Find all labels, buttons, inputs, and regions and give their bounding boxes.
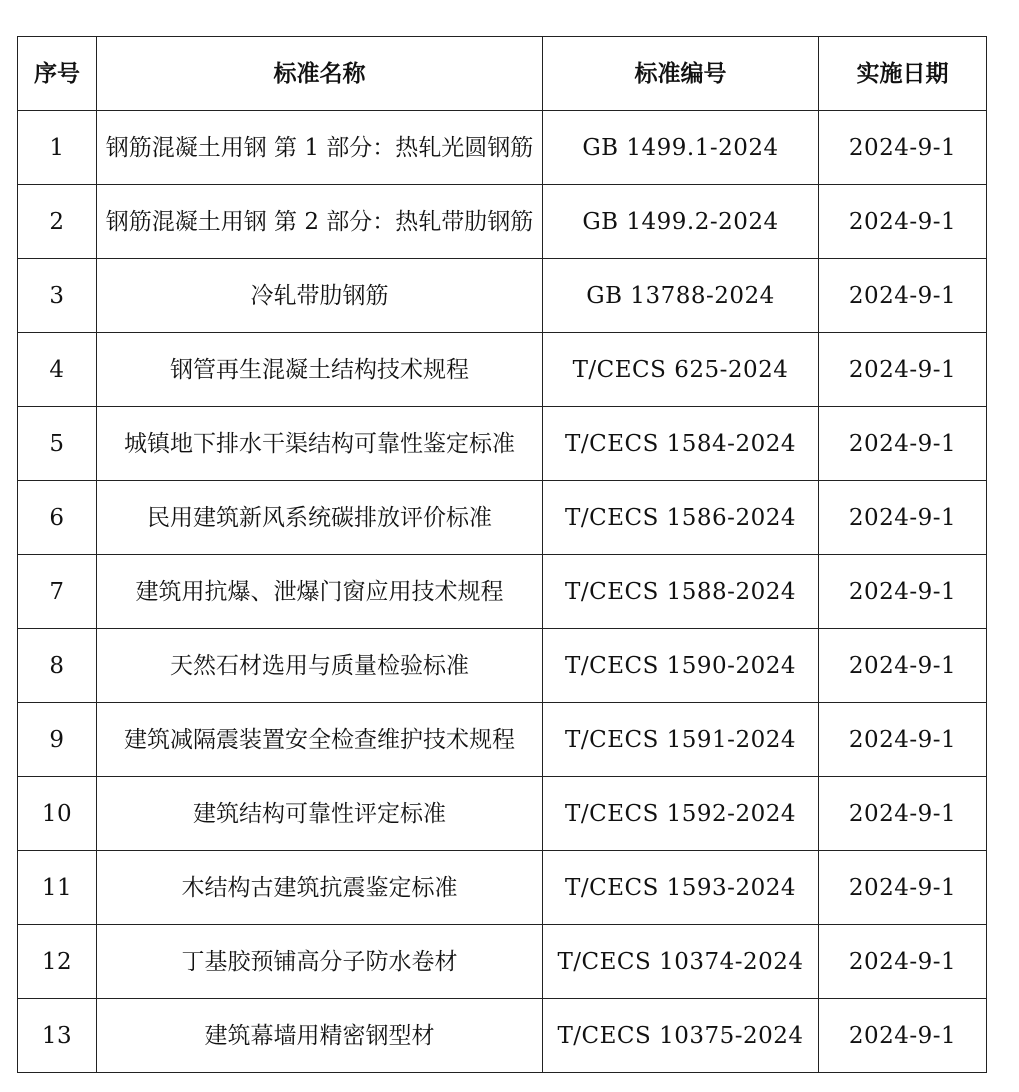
table-row bbox=[18, 407, 987, 481]
standards-table bbox=[17, 36, 987, 1073]
cell-code: T/CECS 10374-2024 bbox=[543, 925, 819, 999]
cell-code: T/CECS 1588-2024 bbox=[543, 555, 819, 629]
cell-no: 4 bbox=[18, 333, 97, 407]
cell-name: 丁基胶预铺高分子防水卷材 bbox=[97, 925, 543, 999]
table-row bbox=[18, 777, 987, 851]
header-name: 标准名称 bbox=[97, 37, 543, 111]
cell-no: 9 bbox=[18, 703, 97, 777]
cell-code: T/CECS 1584-2024 bbox=[543, 407, 819, 481]
cell-no: 12 bbox=[18, 925, 97, 999]
cell-code: GB 1499.1-2024 bbox=[543, 111, 819, 185]
cell-name: 建筑减隔震装置安全检查维护技术规程 bbox=[97, 703, 543, 777]
cell-code: T/CECS 1593-2024 bbox=[543, 851, 819, 925]
cell-name: 民用建筑新风系统碳排放评价标准 bbox=[97, 481, 543, 555]
cell-no: 1 bbox=[18, 111, 97, 185]
cell-date: 2024-9-1 bbox=[819, 555, 987, 629]
header-row bbox=[18, 37, 987, 111]
cell-date: 2024-9-1 bbox=[819, 703, 987, 777]
cell-code: T/CECS 10375-2024 bbox=[543, 999, 819, 1073]
cell-no: 6 bbox=[18, 481, 97, 555]
cell-date: 2024-9-1 bbox=[819, 851, 987, 925]
cell-no: 8 bbox=[18, 629, 97, 703]
cell-date: 2024-9-1 bbox=[819, 407, 987, 481]
table-row bbox=[18, 851, 987, 925]
cell-name: 冷轧带肋钢筋 bbox=[97, 259, 543, 333]
cell-code: T/CECS 1591-2024 bbox=[543, 703, 819, 777]
header-date: 实施日期 bbox=[819, 37, 987, 111]
cell-date: 2024-9-1 bbox=[819, 629, 987, 703]
cell-date: 2024-9-1 bbox=[819, 481, 987, 555]
cell-no: 11 bbox=[18, 851, 97, 925]
cell-name: 钢筋混凝土用钢 第 1 部分：热轧光圆钢筋 bbox=[97, 111, 543, 185]
table-row bbox=[18, 555, 987, 629]
cell-no: 3 bbox=[18, 259, 97, 333]
table-body bbox=[18, 111, 987, 1073]
header-no: 序号 bbox=[18, 37, 97, 111]
table-row bbox=[18, 111, 987, 185]
cell-date: 2024-9-1 bbox=[819, 111, 987, 185]
cell-name: 天然石材选用与质量检验标准 bbox=[97, 629, 543, 703]
cell-code: T/CECS 1592-2024 bbox=[543, 777, 819, 851]
cell-code: T/CECS 1590-2024 bbox=[543, 629, 819, 703]
cell-name: 钢管再生混凝土结构技术规程 bbox=[97, 333, 543, 407]
cell-name: 建筑用抗爆、泄爆门窗应用技术规程 bbox=[97, 555, 543, 629]
cell-name: 钢筋混凝土用钢 第 2 部分：热轧带肋钢筋 bbox=[97, 185, 543, 259]
table-header bbox=[18, 37, 987, 111]
header-code: 标准编号 bbox=[543, 37, 819, 111]
cell-name: 城镇地下排水干渠结构可靠性鉴定标准 bbox=[97, 407, 543, 481]
cell-date: 2024-9-1 bbox=[819, 925, 987, 999]
cell-date: 2024-9-1 bbox=[819, 777, 987, 851]
cell-date: 2024-9-1 bbox=[819, 259, 987, 333]
cell-code: GB 1499.2-2024 bbox=[543, 185, 819, 259]
cell-no: 5 bbox=[18, 407, 97, 481]
cell-date: 2024-9-1 bbox=[819, 999, 987, 1073]
cell-no: 13 bbox=[18, 999, 97, 1073]
cell-no: 7 bbox=[18, 555, 97, 629]
table-row bbox=[18, 185, 987, 259]
cell-date: 2024-9-1 bbox=[819, 185, 987, 259]
cell-name: 木结构古建筑抗震鉴定标准 bbox=[97, 851, 543, 925]
table-row bbox=[18, 481, 987, 555]
cell-code: T/CECS 625-2024 bbox=[543, 333, 819, 407]
cell-code: T/CECS 1586-2024 bbox=[543, 481, 819, 555]
cell-no: 2 bbox=[18, 185, 97, 259]
table-row bbox=[18, 703, 987, 777]
table-row bbox=[18, 999, 987, 1073]
table-row bbox=[18, 259, 987, 333]
cell-name: 建筑幕墙用精密钢型材 bbox=[97, 999, 543, 1073]
cell-date: 2024-9-1 bbox=[819, 333, 987, 407]
cell-name: 建筑结构可靠性评定标准 bbox=[97, 777, 543, 851]
table-row bbox=[18, 629, 987, 703]
cell-no: 10 bbox=[18, 777, 97, 851]
table-row bbox=[18, 333, 987, 407]
cell-code: GB 13788-2024 bbox=[543, 259, 819, 333]
table-row bbox=[18, 925, 987, 999]
